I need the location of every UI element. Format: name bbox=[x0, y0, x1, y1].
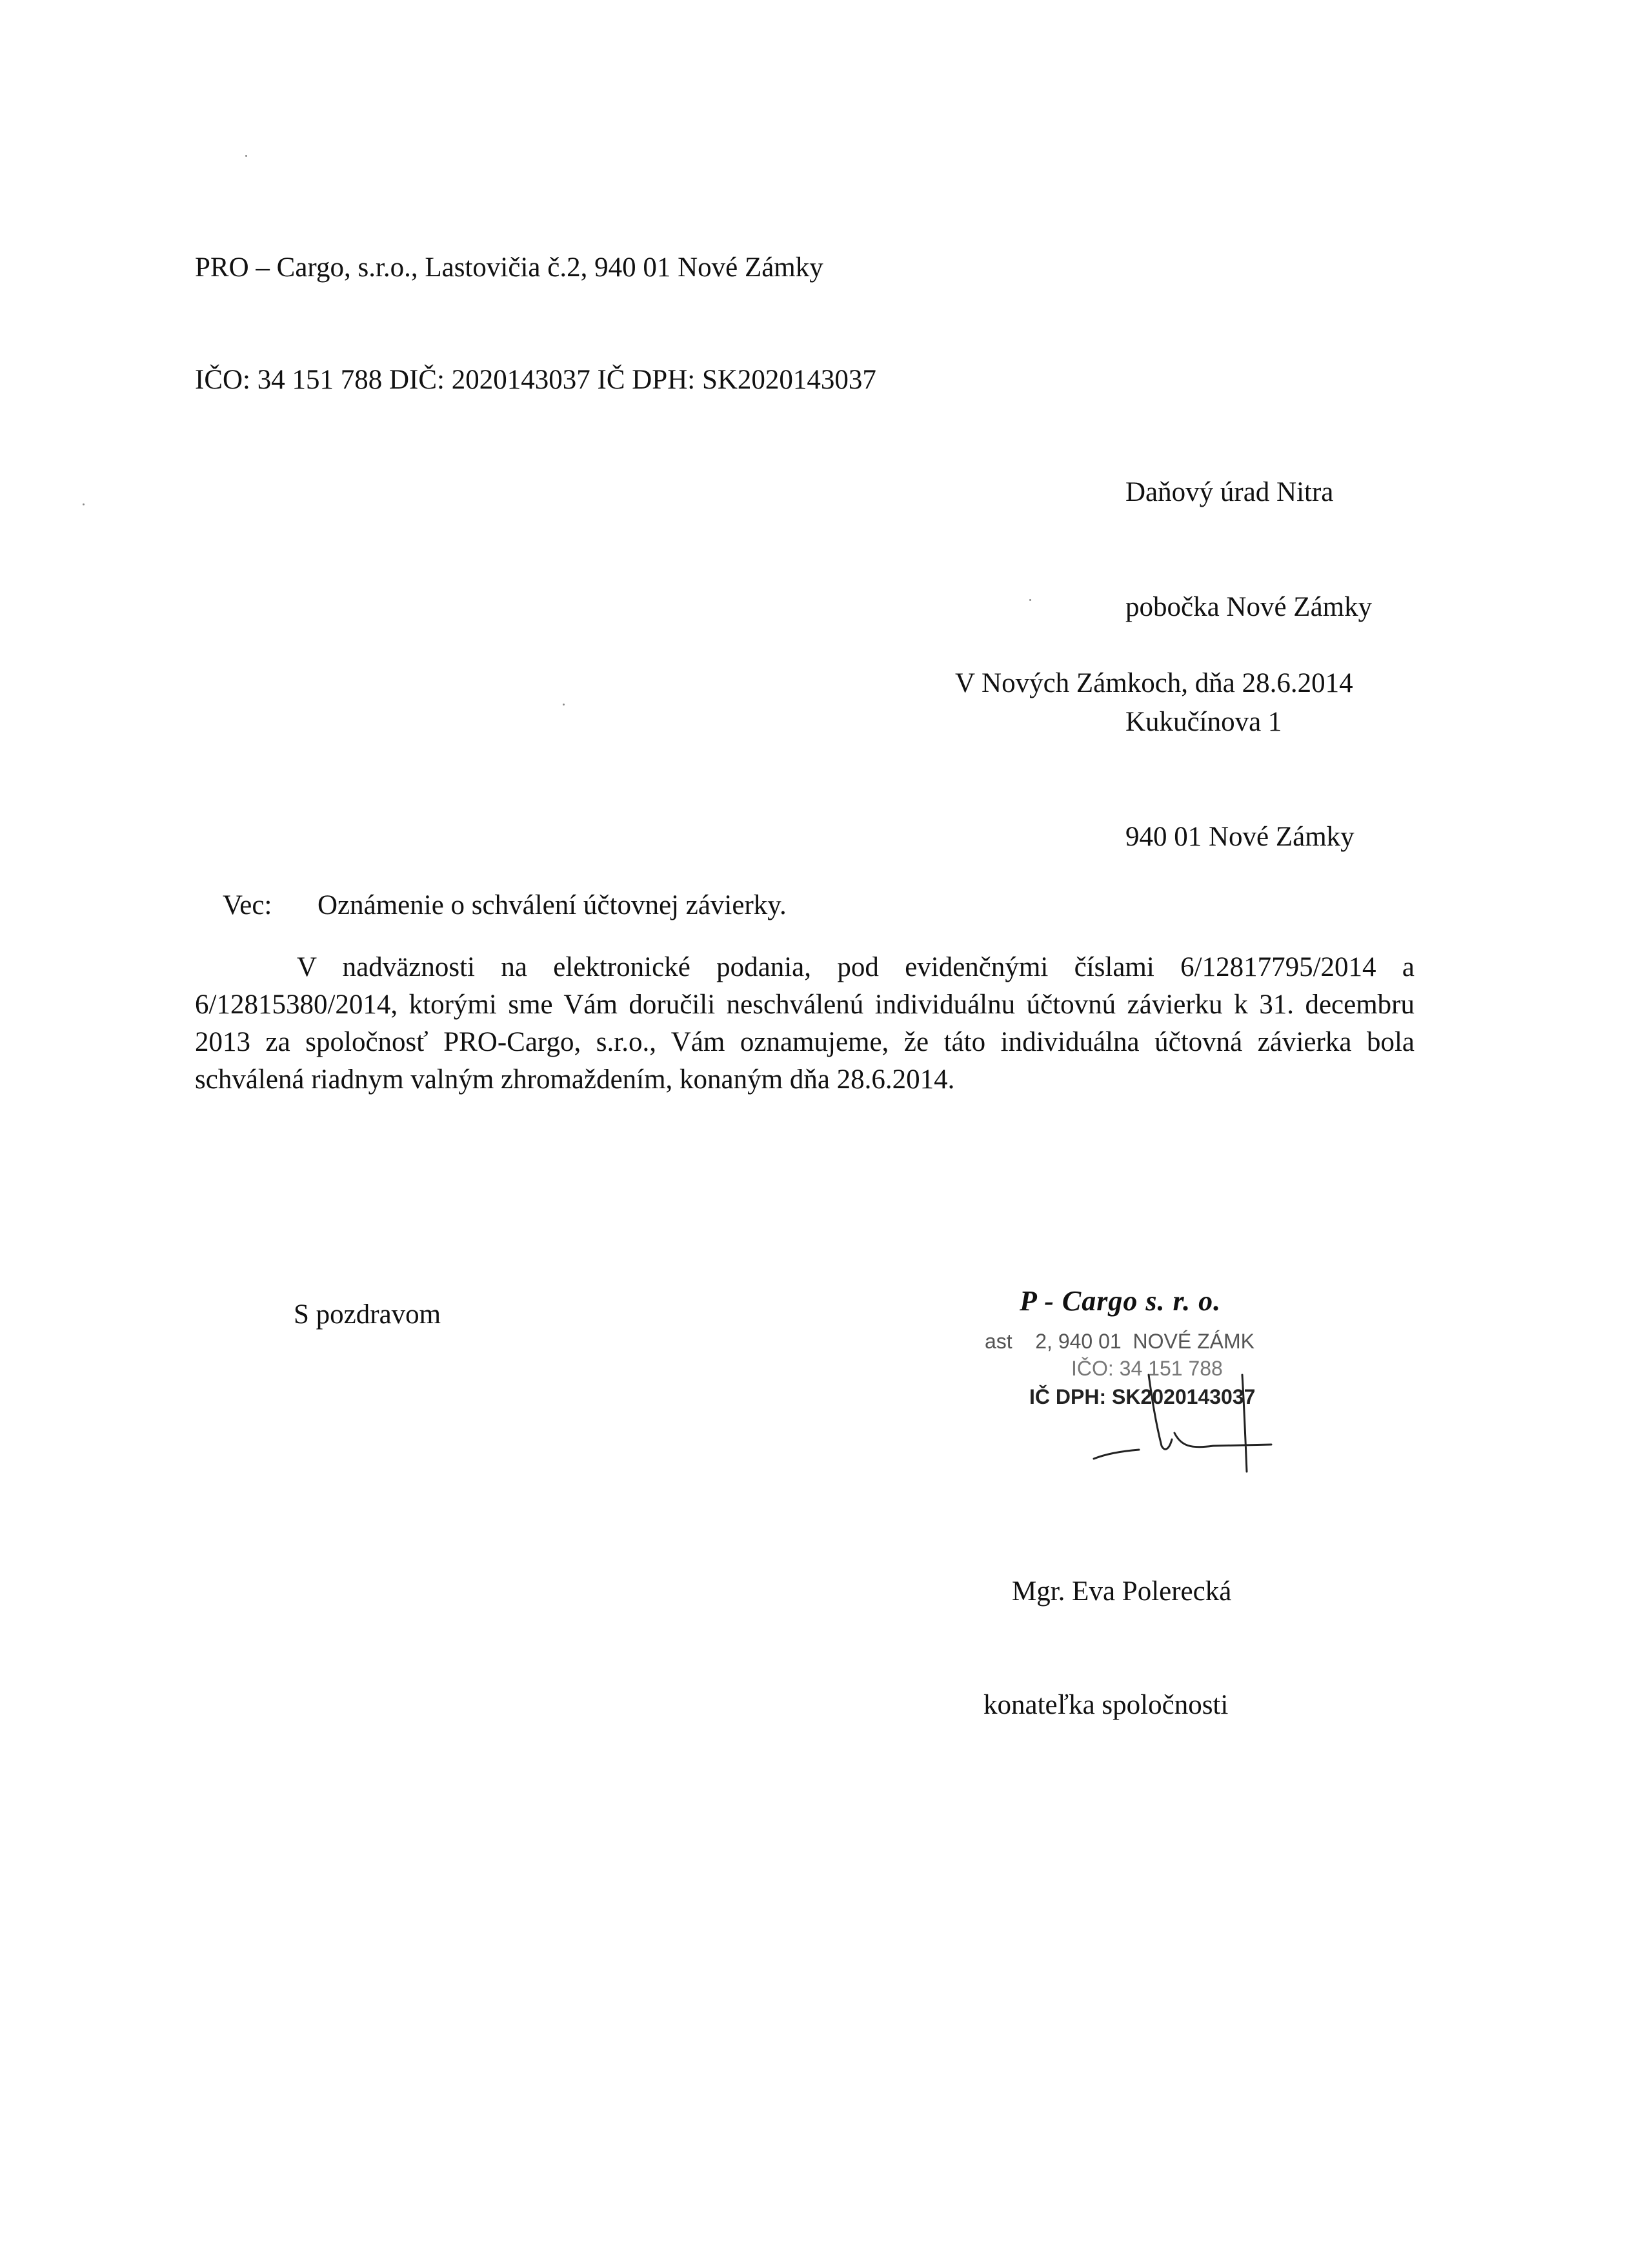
subject-label: Vec: bbox=[223, 890, 272, 920]
scan-speck bbox=[563, 704, 565, 705]
stamp-company-name: P - Cargo s. r. o. bbox=[1020, 1285, 1222, 1317]
company-stamp bbox=[968, 1284, 1381, 1517]
letter-body bbox=[195, 949, 1415, 1099]
stamp-icdph: IČ DPH: SK2020143037 bbox=[1029, 1385, 1256, 1408]
stamp-ico: IČO: 34 151 788 bbox=[1071, 1357, 1223, 1380]
recipient-line-4: 940 01 Nové Zámky bbox=[1125, 822, 1355, 852]
signer-role: konateľka spoločnosti bbox=[983, 1690, 1229, 1720]
scan-speck bbox=[1029, 599, 1031, 601]
recipient-line-1: Daňový úrad Nitra bbox=[1125, 477, 1334, 507]
handwritten-signature bbox=[968, 1284, 1381, 1517]
sender-ids-line: IČO: 34 151 788 DIČ: 2020143037 IČ DPH: SK2020143037 bbox=[195, 365, 876, 395]
letter-date: V Nových Zámkoch, dňa 28.6.2014 bbox=[955, 668, 1353, 698]
greeting: S pozdravom bbox=[294, 1299, 441, 1330]
recipient-line-2: pobočka Nové Zámky bbox=[1125, 592, 1373, 622]
sender-address-line: PRO – Cargo, s.r.o., Lastovičia č.2, 940 01 Nové Zámky bbox=[195, 252, 823, 283]
subject-text: Oznámenie o schválení účtovnej závierky. bbox=[317, 890, 787, 920]
scan-speck bbox=[245, 155, 247, 157]
signer-name: Mgr. Eva Polerecká bbox=[1012, 1576, 1232, 1607]
stamp-address: ast 2, 940 01 NOVÉ ZÁMK bbox=[985, 1330, 1254, 1353]
recipient-line-3: Kukučínova 1 bbox=[1125, 707, 1282, 737]
sender-header bbox=[195, 174, 876, 474]
signer-block bbox=[983, 1497, 1232, 1800]
subject-line bbox=[195, 849, 787, 962]
scan-speck bbox=[83, 503, 85, 505]
body-paragraph: V nadväznosti na elektronické podania, pod evidenčnými číslami 6/12817795/2014 a 6/12815380/2014, ktorými sme Vám doručili neschválenú individuálnu účtovnú závierku k 31. decembru 2013 za spoločnosť PRO-Cargo, s.r.o., Vám oznamujeme, že táto individuálna účtovná závierka bola schválená riadnym valným zhromaždením, konaným dňa 28.6.2014. bbox=[195, 952, 1415, 1095]
